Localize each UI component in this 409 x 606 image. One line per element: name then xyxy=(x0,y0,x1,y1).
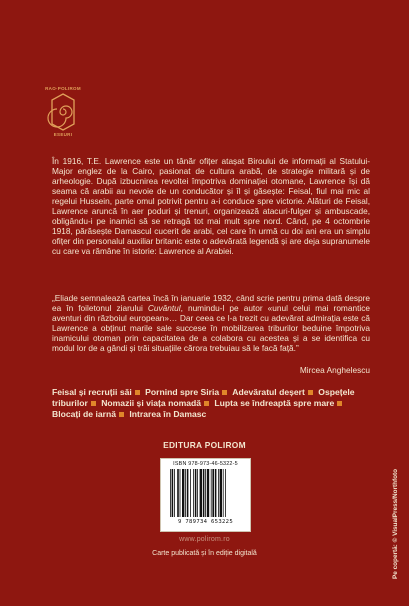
digital-edition-note: Carte publicată și în ediție digitală xyxy=(152,550,257,557)
chapter-list xyxy=(52,387,374,421)
publisher-name: EDITURA POLIROM xyxy=(163,440,246,450)
separator-square-icon xyxy=(204,401,209,406)
separator-square-icon xyxy=(308,390,313,395)
quote-part-2: , numindu-l pe autor «unul celui mai romantice aventuri din războiul european»… Dar ceea ce l-a trezit cu adevărat admirația este că Lawrence a obținut marile sale succese în mobilizarea triburilor beduine împotriva inamicului otoman prin capacitatea de a colabora cu acestea și a se identifica cu modul lor de a gândi și trăi situațiile cărora trebuiau să le facă față.” xyxy=(52,303,370,354)
logo-brand-bottom: ESEURI xyxy=(53,132,73,137)
chapter-item: Nomazii și viața nomadă xyxy=(101,398,202,409)
quote-newspaper: Cuvântul xyxy=(147,303,181,314)
publisher-website[interactable]: www.polirom.ro xyxy=(179,536,230,543)
chapter-item: Intrarea în Damasc xyxy=(129,409,207,420)
chapter-item: Feisal și recruții săi xyxy=(52,387,132,397)
separator-square-icon xyxy=(135,390,140,395)
quote-part-1: „Eliade semnalează cartea încă în ianuarie 1932, când scrie pentru prima dată despre ea în foiletonul ziarului xyxy=(52,293,370,314)
chapter-item: Adevăratul deșert xyxy=(232,387,305,397)
separator-square-icon xyxy=(337,401,342,406)
isbn-number: ISBN 978-973-46-5322-5 xyxy=(173,461,238,467)
chapter-item: Blocați de iarnă xyxy=(52,409,116,420)
book-description: În 1916, T.E. Lawrence este un tânăr ofițer atașat Biroului de informații al Statului-Major englez de la Cairo, pasionat de cultura arabă, de strategie militară și de arheologie. După izbucnirea revoltei împotriva dominației otomane, Lawrence își dă seama că arabii au nevoie de un conducător și îl și găsește: Feisal, fiul mai mic al regelui Hussein, parte omul potrivit pentru a-i conduce spre victorie. Alături de Feisal, Lawrence aruncă în aer poduri și trenuri, organizează atacuri-fulger și ambuscade, obligându-i pe inamici să se retragă tot mai mult spre nord. Când, pe 4 octombrie 1918, părăsește Damascul cucerit de arabi, cel care în urmă cu doi ani era un simplu ofițer din personalul auxiliar britanic este o adevărată legendă și are deja supranumele cu care va rămâne în istorie: Lawrence al Arabiei. xyxy=(52,156,370,257)
chapter-item: Lupta se îndreaptă spre mare xyxy=(214,398,335,409)
separator-square-icon xyxy=(222,390,227,395)
quote-author: Mircea Anghelescu xyxy=(299,365,370,375)
chapter-item: Pornind spre Siria xyxy=(145,387,220,397)
logo-brand-top: RAO·POLIROM xyxy=(45,86,81,91)
barcode-bars-icon xyxy=(170,469,241,519)
cover-photo-credit: Pe copertă: © VisualPress/Northfoto xyxy=(392,468,399,579)
critic-quote xyxy=(52,293,370,353)
chapter-item: Ospețele triburilor xyxy=(52,387,355,409)
separator-square-icon xyxy=(91,401,96,406)
isbn-barcode xyxy=(160,458,251,532)
publisher-logo xyxy=(44,86,82,138)
logo-spiral-icon xyxy=(44,86,82,138)
separator-square-icon xyxy=(119,412,124,417)
barcode-digits: 9 789734 653225 xyxy=(177,519,234,525)
